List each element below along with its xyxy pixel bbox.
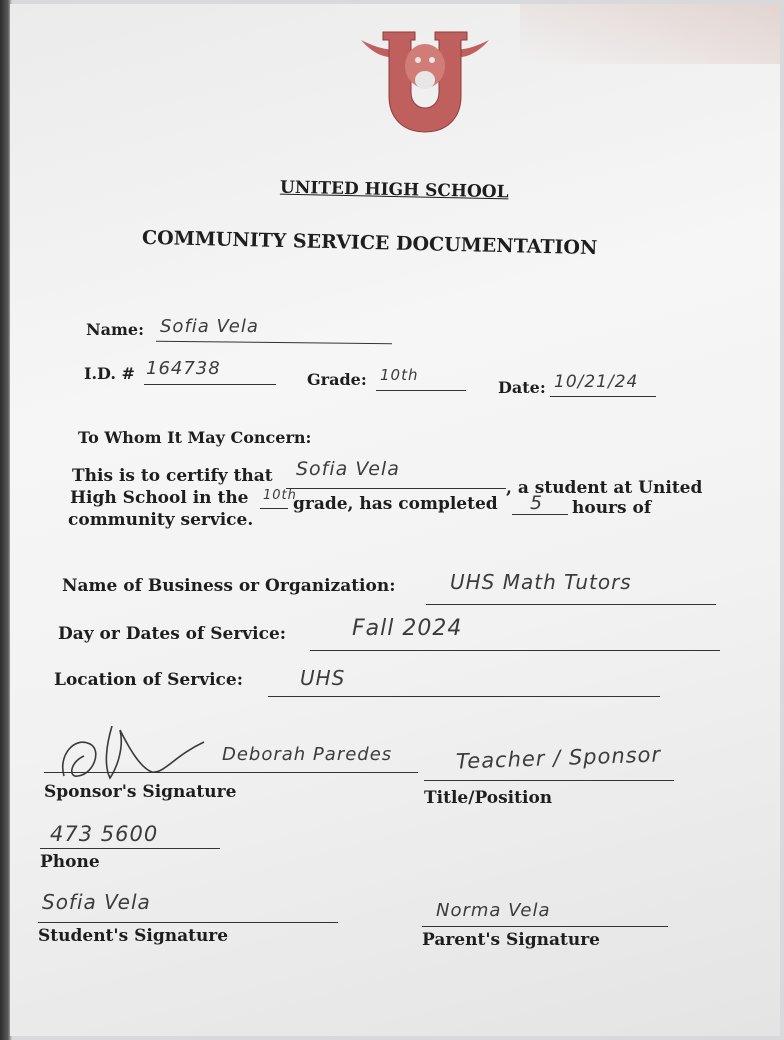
phone-label: Phone xyxy=(40,852,100,872)
organization-label: Name of Business or Organization: xyxy=(62,576,396,596)
location-label: Location of Service: xyxy=(54,670,243,690)
title-value: Teacher / Sponsor xyxy=(455,742,662,774)
certify-text-f: community service. xyxy=(68,510,254,530)
student-signature: Sofia Vela xyxy=(42,890,151,914)
certify-text-e: hours of xyxy=(572,498,652,518)
sponsor-signature-scribble xyxy=(54,716,214,786)
sponsor-line xyxy=(44,772,418,773)
title-line xyxy=(424,780,674,781)
date-value: 10/21/24 xyxy=(554,372,639,392)
grade-label: Grade: xyxy=(307,370,367,389)
page-shadow xyxy=(520,4,780,64)
name-value: Sofia Vela xyxy=(160,316,259,337)
certify-text-a: This is to certify that xyxy=(72,466,273,486)
dates-label: Day or Dates of Service: xyxy=(58,624,287,644)
parent-signature: Norma Vela xyxy=(436,900,551,921)
student-line xyxy=(38,922,338,923)
location-value: UHS xyxy=(300,666,346,690)
sponsor-name: Deborah Paredes xyxy=(222,744,393,765)
certify-hours-line xyxy=(512,514,568,515)
student-signature-label: Student's Signature xyxy=(38,926,229,946)
title-position-label: Title/Position xyxy=(424,788,553,808)
phone-line xyxy=(40,848,220,849)
document-page xyxy=(10,4,780,1036)
form-title: COMMUNITY SERVICE DOCUMENTATION xyxy=(141,226,598,260)
grade-value: 10th xyxy=(380,366,419,384)
id-line xyxy=(144,384,276,385)
date-line xyxy=(550,396,656,397)
parent-line xyxy=(422,926,668,927)
parent-signature-label: Parent's Signature xyxy=(422,930,601,950)
certify-hours: 5 xyxy=(530,492,544,514)
school-name: UNITED HIGH SCHOOL xyxy=(279,177,509,203)
phone-value: 473 5600 xyxy=(50,822,159,846)
grade-line xyxy=(376,390,466,391)
certify-text-c: High School in the xyxy=(70,488,249,508)
longhorn-u-logo xyxy=(355,26,495,138)
location-line xyxy=(268,696,660,697)
certify-name-line xyxy=(286,488,506,489)
dates-value: Fall 2024 xyxy=(352,616,463,641)
id-label: I.D. # xyxy=(84,364,135,383)
certify-student-name: Sofia Vela xyxy=(296,458,400,480)
name-line xyxy=(156,341,392,344)
certify-grade-line xyxy=(260,508,288,509)
salutation: To Whom It May Concern: xyxy=(78,428,312,447)
certify-text-d: grade, has completed xyxy=(293,494,498,514)
date-label: Date: xyxy=(498,378,546,397)
id-value: 164738 xyxy=(146,358,221,379)
certify-text-b: , a student at United xyxy=(506,478,703,498)
sponsor-signature-label: Sponsor's Signature xyxy=(44,782,237,802)
dates-line xyxy=(310,650,720,651)
name-label: Name: xyxy=(86,320,145,339)
organization-value: UHS Math Tutors xyxy=(450,570,632,594)
certify-grade: 10th xyxy=(263,488,297,503)
organization-line xyxy=(426,604,716,605)
